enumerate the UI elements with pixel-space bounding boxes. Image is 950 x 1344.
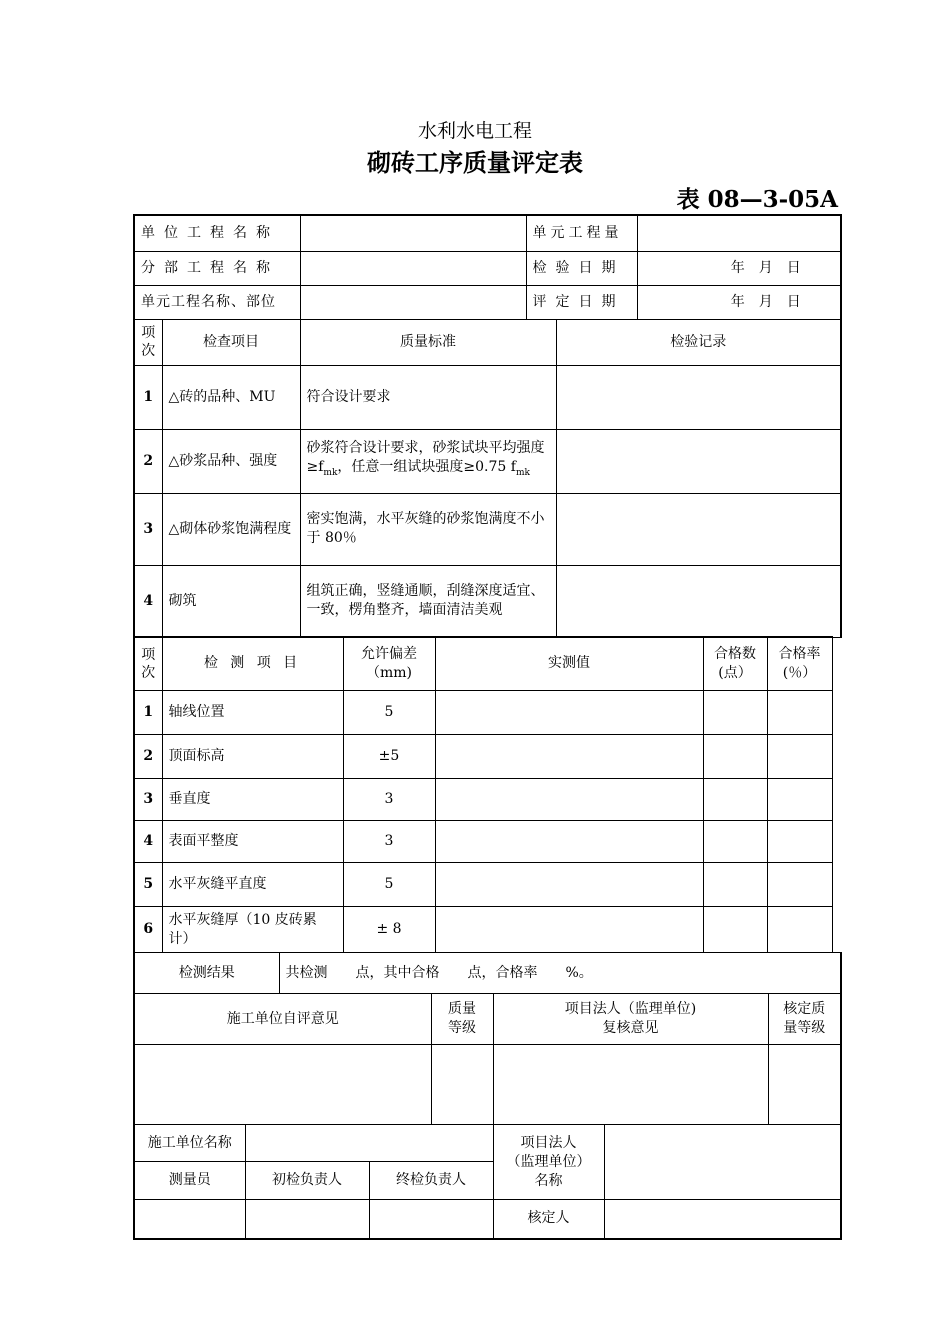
measure-row-no: 2 <box>134 735 162 779</box>
check-row-item: △砌体砂浆饱满程度 <box>162 493 300 565</box>
initial-inspector-field[interactable] <box>245 1200 369 1239</box>
surveyor-label: 测量员 <box>134 1162 245 1200</box>
unit-quantity-field[interactable] <box>637 215 841 251</box>
measure-row-tolerance: 3 <box>343 821 435 863</box>
measure-row-rate[interactable] <box>767 863 832 907</box>
header-inspection-record: 检验记录 <box>556 319 841 365</box>
measure-row-rate[interactable] <box>767 779 832 821</box>
check-row-no: 4 <box>134 565 162 637</box>
measure-header-tolerance: 允许偏差（mm) <box>343 637 435 691</box>
measure-row-rate[interactable] <box>767 821 832 863</box>
inspect-date-field[interactable]: 年 月 日 <box>637 251 841 285</box>
measure-row-value[interactable] <box>435 735 703 779</box>
measure-row-item: 表面平整度 <box>162 821 343 863</box>
measure-row-value[interactable] <box>435 779 703 821</box>
header-no: 项次 <box>134 319 162 365</box>
measure-row-count[interactable] <box>703 691 767 735</box>
check-row-standard: 组筑正确，竖缝通顺，刮缝深度适宜、一致，楞角整齐，墙面清洁美观 <box>300 565 556 637</box>
measure-row-count[interactable] <box>703 735 767 779</box>
measure-row-value[interactable] <box>435 907 703 953</box>
verified-grade-label: 核定质量等级 <box>768 994 841 1045</box>
measure-header-rate: 合格率(％） <box>767 637 832 691</box>
approver-field[interactable] <box>604 1200 841 1239</box>
measure-row-no: 6 <box>134 907 162 953</box>
document-title: 砌砖工序质量评定表 <box>367 148 583 177</box>
evaluation-table <box>133 952 842 1240</box>
measure-header-value: 实测值 <box>435 637 703 691</box>
evaluate-date-label: 评定日期 <box>526 285 637 319</box>
check-row-item: △砖的品种、MU <box>162 365 300 429</box>
initial-inspector-label: 初检负责人 <box>245 1162 369 1200</box>
final-inspector-label: 终检负责人 <box>369 1162 493 1200</box>
measure-row-tolerance: 5 <box>343 691 435 735</box>
measure-row-value[interactable] <box>435 691 703 735</box>
result-text: 共检测 点，其中合格 点，合格率 %。 <box>279 953 841 994</box>
unit-name-location-label: 单元工程名称、部位 <box>134 285 300 319</box>
verified-grade-field[interactable] <box>768 1045 841 1125</box>
measure-row-item: 垂直度 <box>162 779 343 821</box>
form-number: 表 08—3-05A <box>676 186 838 213</box>
measure-row-item: 水平灰缝平直度 <box>162 863 343 907</box>
quality-grade-field[interactable] <box>431 1045 493 1125</box>
self-opinion-field[interactable] <box>134 1045 431 1125</box>
measure-row-item: 顶面标高 <box>162 735 343 779</box>
check-row-standard: 符合设计要求 <box>300 365 556 429</box>
check-row-record[interactable] <box>556 493 841 565</box>
check-row-standard: 密实饱满，水平灰缝的砂浆饱满度不小于 80％ <box>300 493 556 565</box>
review-opinion-field[interactable] <box>493 1045 768 1125</box>
unit-name-location-field[interactable] <box>300 285 526 319</box>
document-subtitle: 水利水电工程 <box>417 120 532 142</box>
check-row-no: 2 <box>134 429 162 493</box>
contractor-name-label: 施工单位名称 <box>134 1125 245 1162</box>
measure-row-item: 水平灰缝厚（10 皮砖累计） <box>162 907 343 953</box>
measure-row-tolerance: ±5 <box>343 735 435 779</box>
header-check-item: 检查项目 <box>162 319 300 365</box>
sub-project-name-label: 分部工程名称 <box>134 251 300 285</box>
measure-row-no: 3 <box>134 779 162 821</box>
approver-label: 核定人 <box>493 1200 604 1239</box>
check-row-no: 3 <box>134 493 162 565</box>
result-label: 检测结果 <box>134 953 279 994</box>
measure-row-count[interactable] <box>703 821 767 863</box>
measure-row-rate[interactable] <box>767 735 832 779</box>
measure-row-no: 4 <box>134 821 162 863</box>
measure-row-tolerance: 3 <box>343 779 435 821</box>
owner-label: 项目法人 （监理单位） 名称 <box>493 1125 604 1200</box>
measure-header-no: 项次 <box>134 637 162 691</box>
measure-row-no: 1 <box>134 691 162 735</box>
sub-project-name-field[interactable] <box>300 251 526 285</box>
review-opinion-label: 项目法人（监理单位) 复核意见 <box>493 994 768 1045</box>
unit-project-name-label: 单位工程名称 <box>134 215 300 251</box>
check-row-record[interactable] <box>556 365 841 429</box>
measure-header-item: 检 测 项 目 <box>162 637 343 691</box>
measure-row-count[interactable] <box>703 779 767 821</box>
unit-project-name-field[interactable] <box>300 215 526 251</box>
check-row-no: 1 <box>134 365 162 429</box>
final-inspector-field[interactable] <box>369 1200 493 1239</box>
measure-row-value[interactable] <box>435 863 703 907</box>
check-row-standard: 砂浆符合设计要求，砂浆试块平均强度$\ge f_{mk}$，任意一组试块强度≥0.75 $f_{mk}$ <box>300 429 556 493</box>
measure-row-rate[interactable] <box>767 691 832 735</box>
check-row-item: 砌筑 <box>162 565 300 637</box>
check-row-record[interactable] <box>556 429 841 493</box>
measurement-table <box>133 636 833 953</box>
measure-row-tolerance: 5 <box>343 863 435 907</box>
measure-row-count[interactable] <box>703 863 767 907</box>
contractor-name-field[interactable] <box>245 1125 493 1162</box>
evaluate-date-field[interactable]: 年 月 日 <box>637 285 841 319</box>
measure-row-value[interactable] <box>435 821 703 863</box>
owner-field[interactable] <box>604 1125 841 1200</box>
inspect-date-label: 检验日期 <box>526 251 637 285</box>
measure-row-rate[interactable] <box>767 907 832 953</box>
self-opinion-label: 施工单位自评意见 <box>134 994 431 1045</box>
header-quality-standard: 质量标准 <box>300 319 556 365</box>
measure-header-count: 合格数(点） <box>703 637 767 691</box>
quality-grade-label: 质量等级 <box>431 994 493 1045</box>
measure-row-count[interactable] <box>703 907 767 953</box>
check-row-item: △砂浆品种、强度 <box>162 429 300 493</box>
unit-quantity-label: 单元工程量 <box>526 215 637 251</box>
check-table <box>133 214 842 638</box>
check-row-record[interactable] <box>556 565 841 637</box>
measure-row-item: 轴线位置 <box>162 691 343 735</box>
surveyor-field[interactable] <box>134 1200 245 1239</box>
measure-row-tolerance: ± 8 <box>343 907 435 953</box>
measure-row-no: 5 <box>134 863 162 907</box>
